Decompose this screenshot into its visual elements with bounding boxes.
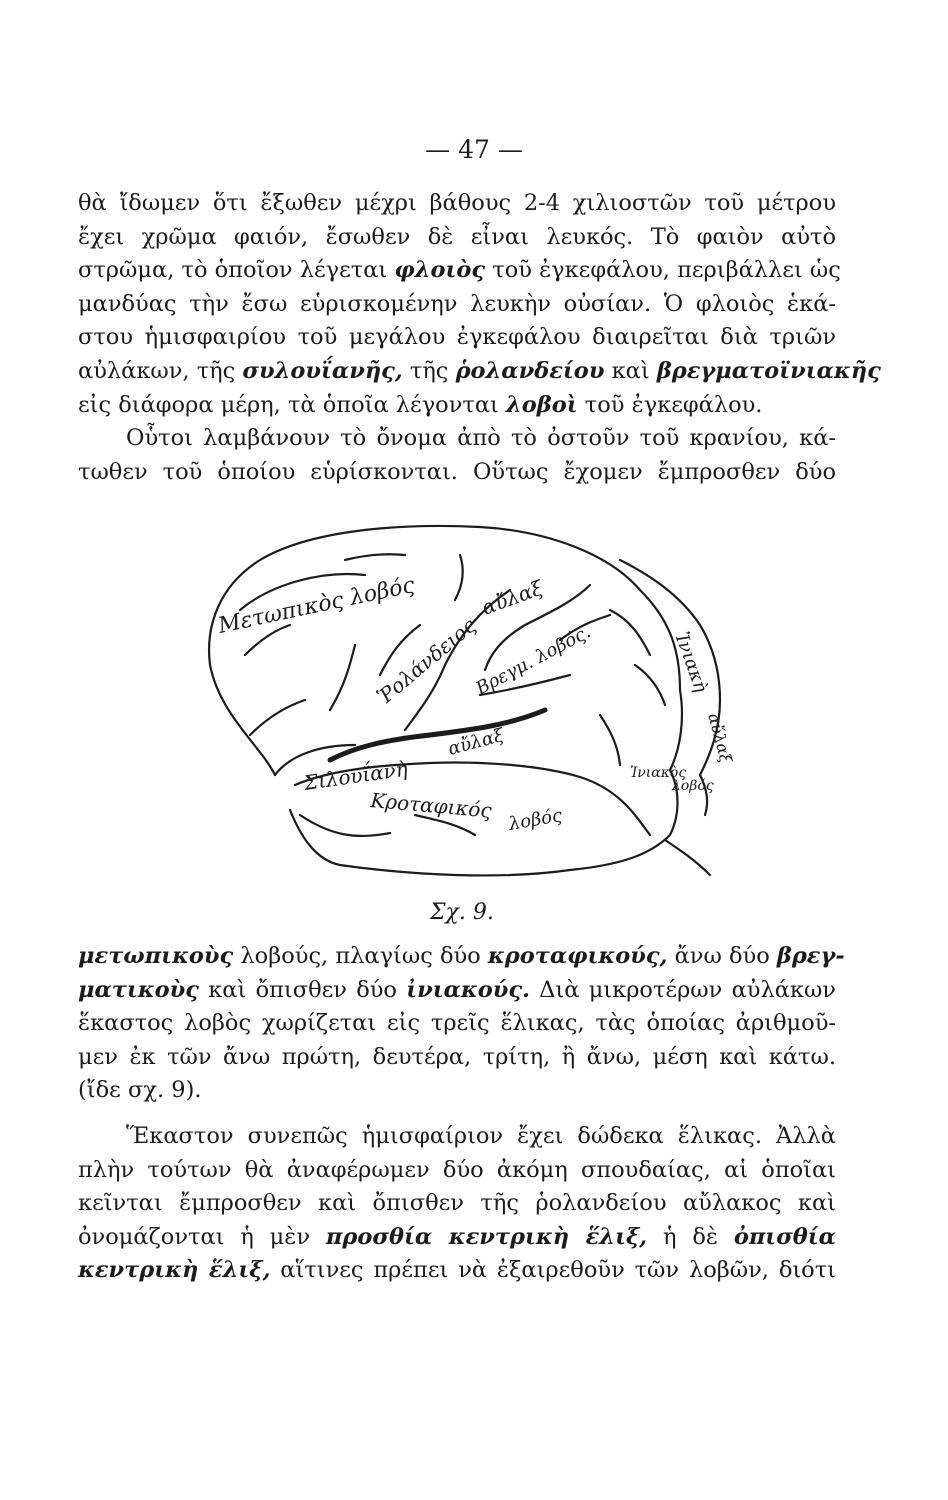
text-line: Οὗτοι λαμβάνουν τὸ ὄνομα ἀπὸ τὸ ὀστοῦν τοῦ κρανίου, κά- (126, 425, 836, 452)
term-postcentral-2: κεντρικὴ ἕλιξ, (78, 1257, 271, 1284)
text-line: ἔχει χρῶμα φαιόν, ἔσωθεν δὲ εἶναι λευκός. Τὸ φαιὸν αὐτὸ (78, 223, 836, 250)
term-rolandic: ῥολανδείου (455, 357, 605, 384)
paragraph-3 (78, 1120, 836, 1288)
text-line: εἰς διάφορα μέρη, τὰ ὁποῖα λέγονται λοβοὶ τοῦ ἐγκεφάλου. (78, 391, 763, 418)
label-occipital-lobe: Ἰνιακὸς (630, 765, 687, 781)
figure-caption: Σχ. 9. (430, 900, 494, 925)
page-number: — 47 — (425, 135, 523, 164)
term-parietal: βρεγ- (776, 943, 845, 969)
text-line: κεντρικὴ ἕλιξ, αἵτινες πρέπει νὰ ἐξαιρεθοῦν τῶν λοβῶν, διότι (78, 1257, 836, 1284)
text-line: κεῖνται ἔμπροσθεν καὶ ὄπισθεν τῆς ῥολανδείου αὔλακος καὶ (78, 1190, 836, 1217)
text-line: στου ἡμισφαιρίου τοῦ μεγάλου ἐγκεφάλου διαιρεῖται διὰ τριῶν (78, 324, 836, 351)
text-line: μετωπικοὺς λοβούς, πλαγίως δύο κροταφικούς, ἄνω δύο βρεγ- (78, 943, 845, 969)
label-temporal: Κροταφικός (369, 788, 493, 823)
term-frontal: μετωπικοὺς (78, 943, 234, 969)
label-sylvian-sulcus: αὔλαξ (445, 724, 506, 760)
text-line: ἕκαστος λοβὸς χωρίζεται εἰς τρεῖς ἕλικας, τὰς ὁποίας ἀριθμοῦ- (78, 1010, 836, 1037)
term-precentral: προσθία κεντρικὴ ἕλιξ, (325, 1223, 648, 1250)
term-parieto-occipital: βρεγματοϊνιακῆς (656, 357, 881, 384)
text-line: (ἴδε σχ. 9). (78, 1077, 202, 1104)
label-occipital-sulcus: Ἰνιακὴ (670, 629, 712, 696)
paragraph-1 (78, 187, 881, 489)
label-temporal-lobe: λοβός (507, 804, 564, 835)
text-line: μεν ἐκ τῶν ἄνω πρώτη, δευτέρα, τρίτη, ἢ ἄνω, μέση καὶ κάτω. (78, 1043, 836, 1070)
term-sylvian: συλουΐανῆς, (242, 357, 403, 384)
brain-figure (180, 515, 750, 915)
term-lobes: λοβοὶ (506, 391, 578, 418)
text-line: ὀνομάζονται ἡ μὲν προσθία κεντρικὴ ἕλιξ, ἡ δὲ ὀπισθία (78, 1223, 836, 1250)
text-line: στρῶμα, τὸ ὁποῖον λέγεται φλοιὸς τοῦ ἐγκεφάλου, περιβάλλει ὡς (78, 257, 841, 284)
label-occipital-sulcus-2: αὔλαξ (704, 711, 736, 765)
label-frontal-lobe: Μετωπικὸς λοβός (216, 572, 417, 639)
text-line: πλὴν τούτων θὰ ἀναφέρωμεν δύο ἀκόμη σπουδαίας, αἱ ὁποῖαι (78, 1156, 836, 1183)
label-rolandic: Ῥολάνδειος (372, 613, 481, 709)
text-line: Ἕκαστον συνεπῶς ἡμισφαίριον ἔχει δώδεκα ἕλικας. Ἀλλὰ (126, 1123, 836, 1149)
label-occipital-lobe-2: λοβός (672, 778, 714, 794)
term-occipital: ἰνιακούς. (406, 976, 530, 1003)
text-line: θὰ ἴδωμεν ὅτι ἔξωθεν μέχρι βάθους 2-4 χιλιοστῶν τοῦ μέτρου (78, 190, 836, 216)
term-postcentral: ὀπισθία (733, 1223, 836, 1250)
label-rolandic-sulcus: αὔλαξ (478, 575, 546, 620)
term-cortex: φλοιὸς (394, 257, 486, 284)
text-line: αὐλάκων, τῆς συλουΐανῆς, τῆς ῥολανδείου καὶ βρεγματοϊνιακῆς (78, 357, 881, 384)
text-line: ματικοὺς καὶ ὄπισθεν δύο ἰνιακούς. Διὰ μικροτέρων αὐλάκων (78, 976, 836, 1003)
sylvian-fissure (330, 710, 545, 760)
term-parietal-2: ματικοὺς (78, 976, 199, 1003)
label-sylvian: Σιλουΐανὴ (302, 756, 410, 795)
label-parietal-lobe: Βρεγμ. λοβός. (472, 621, 595, 700)
term-temporal: κροταφικούς, (487, 943, 668, 969)
text-line: τωθεν τοῦ ὁποίου εὑρίσκονται. Οὕτως ἔχομεν ἔμπροσθεν δύο (78, 458, 836, 485)
text-line: μανδύας τὴν ἔσω εὑρισκομένην λευκὴν οὐσίαν. Ὁ φλοιὸς ἑκά- (78, 290, 836, 317)
paragraph-2 (78, 940, 845, 1108)
